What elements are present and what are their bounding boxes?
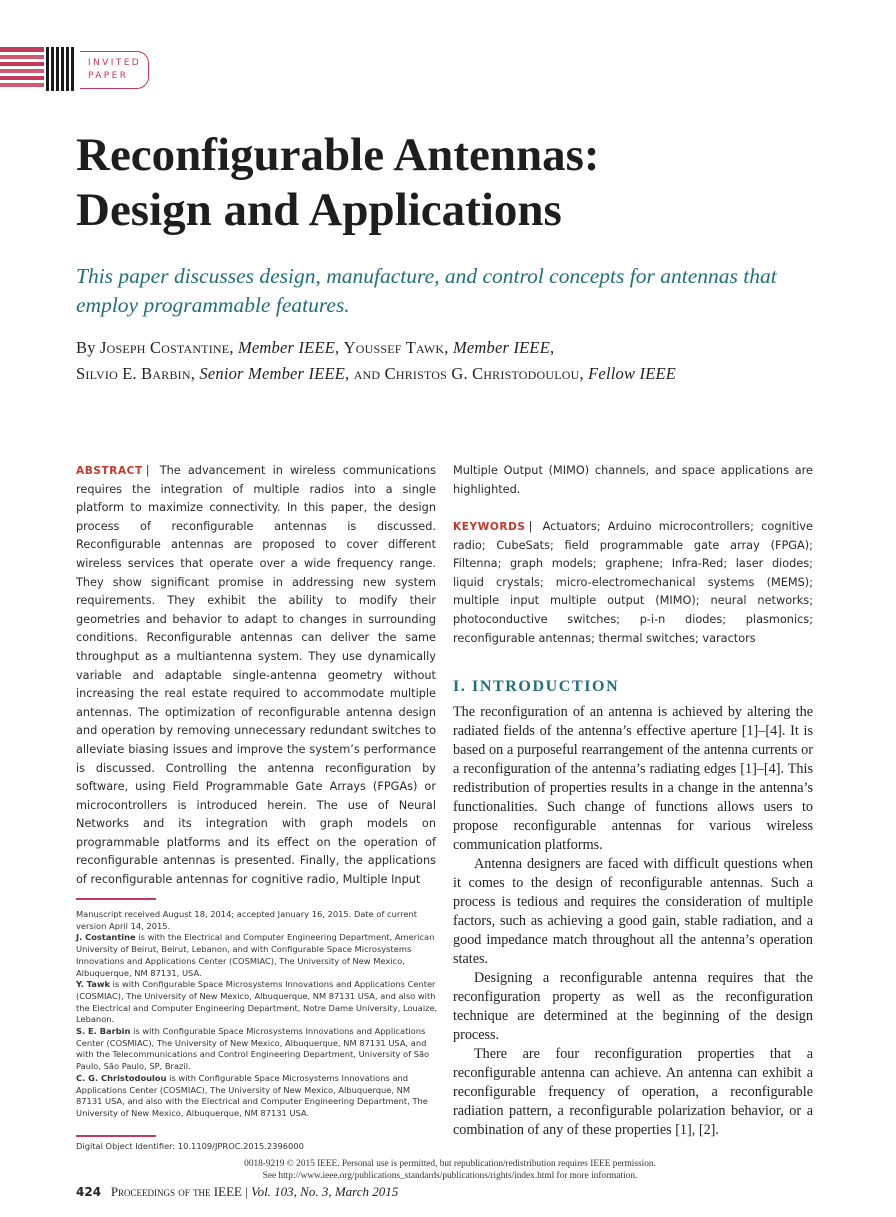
copyright-line-2: See http://www.ieee.org/publications_standards/publications/rights/index.html for more information. bbox=[262, 1170, 638, 1181]
keywords-text: Actuators; Arduino microcontrollers; cognitive radio; CubeSats; field programmable gate array (FPGA); Filtenna; graph models; graphene; Infra-Red; laser diodes; liquid crystals; micro-electromechanical systems (MEMS); multiple input multiple output (MIMO); neural networks; photoconductive switches; p-i-n diodes; plasmonics; reconfigurable antennas; thermal switches; varactors bbox=[453, 520, 813, 645]
abstract-continuation: Multiple Output (MIMO) channels, and space applications are highlighted. bbox=[453, 464, 813, 496]
copyright-line-1: 0018-9219 © 2015 IEEE. Personal use is permitted, but republication/redistribution requires IEEE permission. bbox=[244, 1159, 656, 1169]
paper-title bbox=[76, 128, 856, 238]
author-line-1: By Joseph Costantine, Member IEEE, Youssef Tawk, Member IEEE, bbox=[76, 338, 555, 357]
footnote-received: Manuscript received August 18, 2014; accepted January 16, 2015. Date of current version April 14, 2015. bbox=[76, 909, 417, 931]
footnotes bbox=[76, 909, 438, 1120]
body-paragraph: The reconfiguration of an antenna is achieved by altering the radiated fields of the antenna’s effective aperture [1]–[4]. It is based on a purposeful rearrangement of the antenna currents or a reconfiguration of the antenna’s radiating edges [1]–[4]. This redistribution of properties results in a change in the antenna’s functionalities. Such change of functions allows users to propose reconfigurable antennas for various wireless communication platforms. bbox=[453, 704, 813, 853]
abstract-label: ABSTRACT bbox=[76, 465, 143, 477]
body-paragraph: There are four reconfiguration properties that a reconfigurable antenna can achieve. An antenna can exhibit a reconfigurable frequency of operation, a reconfigurable radiation pattern, a reconfigurable polarization behavior, or a combination of any of these properties [1], [2]. bbox=[453, 1046, 813, 1138]
badge-label-invited: INVITED bbox=[88, 58, 142, 68]
abstract: ABSTRACT | The advancement in wireless communications requires the integration of multiple radios into a single platform to maximize connectivity. In this paper, the design process of reconfigurable antennas is discussed. Reconfigurable antennas are proposed to cover different wireless services that operate over a wide frequency range. They show significant promise in addressing new system requirements. They exhibit the ability to modify their geometries and behavior to adapt to changes in surrounding conditions. Reconfigurable antennas can deliver the same throughput as a multiantenna system. They use dynamically variable and adaptable single-antenna geometry without increasing the real estate required to accommodate multiple antennas. The optimization of reconfigurable antenna design and operation by removing unnecessary redundant switches to alleviate biasing issues and improve the system’s performance is discussed. Controlling the antenna reconfiguration by software, using Field Programmable Gate Arrays (FPGAs) or microcontrollers is introduced herein. The use of Neural Networks and its integration with graph models on programmable platforms and its effect on the operation of reconfigurable antennas is presented. Finally, the applications of reconfigurable antennas for cognitive radio, Multiple Input bbox=[76, 464, 437, 887]
badge-label-paper: PAPER bbox=[88, 71, 129, 81]
body-paragraph: Designing a reconfigurable antenna requires that the reconfiguration property as well as the reconfiguration technique are determined at the beginning of the design process. bbox=[453, 970, 813, 1043]
doi-divider bbox=[76, 1135, 156, 1137]
footnote-author: C. G. Christodoulou is with Configurable Space Microsystems Innovations and Applications Center (COSMIAC), The University of New Mexico, Albuquerque, NM 87131 USA, and also with the Electrical and Computer Engineering Department, The University of New Mexico, Albuquerque, NM 87131 USA. bbox=[76, 1072, 428, 1118]
author-name: Silvio E. Barbin bbox=[76, 364, 191, 383]
badge-stripes bbox=[0, 47, 44, 91]
title-line-1: Reconfigurable Antennas: bbox=[76, 129, 600, 181]
author-role: Member IEEE bbox=[452, 338, 550, 357]
footnote-divider bbox=[76, 898, 156, 900]
and-label: and bbox=[353, 364, 381, 383]
journal-name: Proceedings of the IEEE bbox=[110, 1184, 242, 1199]
page-number: 424 bbox=[76, 1185, 102, 1199]
by-label: By bbox=[76, 338, 96, 357]
title-line-2: Design and Applications bbox=[76, 184, 562, 236]
badge-barcode bbox=[46, 47, 78, 91]
abstract-text: The advancement in wireless communications requires the integration of multiple radios into a single platform to maximize connectivity. In this paper, the design process of reconfigurable antennas is discussed. Reconfigurable antennas are proposed to cover different wireless services that operate over a wide frequency range. They show significant promise in addressing new system requirements. They exhibit the ability to modify their geometries and behavior to adapt to changes in surrounding conditions. Reconfigurable antennas can deliver the same throughput as a multiantenna system. They use dynamically variable and adaptable single-antenna geometry without increasing the real estate required to accommodate multiple antennas. The optimization of reconfigurable antenna design and operation by removing unnecessary redundant switches to alleviate biasing issues and improve the system’s performance is discussed. Controlling the antenna reconfiguration by software, using Field Programmable Gate Arrays (FPGAs) or microcontrollers is introduced herein. The use of Neural Networks and its integration with graph models on programmable platforms and its effect on the operation of reconfigurable antennas is presented. Finally, the applications of reconfigurable antennas for cognitive radio, Multiple Input bbox=[76, 464, 437, 887]
page-footer bbox=[76, 1184, 398, 1200]
author-role: Fellow IEEE bbox=[588, 364, 677, 383]
author-role: Member IEEE bbox=[237, 338, 336, 357]
footnote-author: J. Costantine is with the Electrical and Computer Engineering Department, American University of Beirut, Beirut, Lebanon, and with Configurable Space Microsystems Innovations and Applications Center (COSMIAC), The University of New Mexico, Albuquerque, NM 87131, USA. bbox=[76, 932, 435, 978]
footer-separator: | bbox=[245, 1184, 248, 1199]
author-name: Christos G. Christodoulou bbox=[384, 364, 580, 383]
author-name: Joseph Costantine bbox=[99, 338, 230, 357]
keywords: KEYWORDS | Actuators; Arduino microcontrollers; cognitive radio; CubeSats; field programmable gate array (FPGA); Filtenna; graph models; graphene; Infra-Red; laser diodes; liquid crystals; micro-electromechanical systems (MEMS); multiple input multiple output (MIMO); neural networks; photoconductive switches; p-i-n diodes; plasmonics; reconfigurable antennas; thermal switches; varactors bbox=[453, 520, 813, 645]
introduction-body bbox=[453, 703, 813, 1140]
invited-paper-badge bbox=[80, 51, 149, 89]
author-line-2: Silvio E. Barbin, Senior Member IEEE, and Christos G. Christodoulou, Fellow IEEE bbox=[76, 364, 677, 383]
keywords-label: KEYWORDS bbox=[453, 521, 526, 533]
body-paragraph: Antenna designers are faced with difficult questions when it comes to the design of reconfigurable antennas. Such a process is tedious and requires the consideration of multiple factors, such as achieving a good gain, stable radiation, and a good impedance match throughout all the antenna’s operation states. bbox=[453, 856, 813, 967]
paper-subtitle: This paper discusses design, manufacture, and control concepts for antennas that employ programmable features. bbox=[76, 264, 777, 317]
footnote-author: S. E. Barbin is with Configurable Space Microsystems Innovations and Applications Center (COSMIAC), The University of New Mexico, Albuquerque, NM 87131 USA, and with the Telecommunications and Control Engineering Department, University of São Paulo, São Paulo, SP, Brazil. bbox=[76, 1026, 430, 1072]
author-name: Youssef Tawk bbox=[343, 338, 445, 357]
doi-identifier: Digital Object Identifier: 10.1109/JPROC.2015.2396000 bbox=[76, 1141, 304, 1151]
footnote-author: Y. Tawk is with Configurable Space Microsystems Innovations and Applications Center (COSMIAC), The University of New Mexico, Albuquerque, NM 87131 USA, and also with the Electrical and Computer Engineering Department, Notre Dame University, Louaize, Lebanon. bbox=[76, 979, 438, 1025]
section-heading-introduction: I. INTRODUCTION bbox=[453, 678, 620, 695]
journal-issue: Vol. 103, No. 3, March 2015 bbox=[251, 1184, 399, 1199]
copyright-notice bbox=[160, 1159, 740, 1182]
author-role: Senior Member IEEE bbox=[199, 364, 346, 383]
